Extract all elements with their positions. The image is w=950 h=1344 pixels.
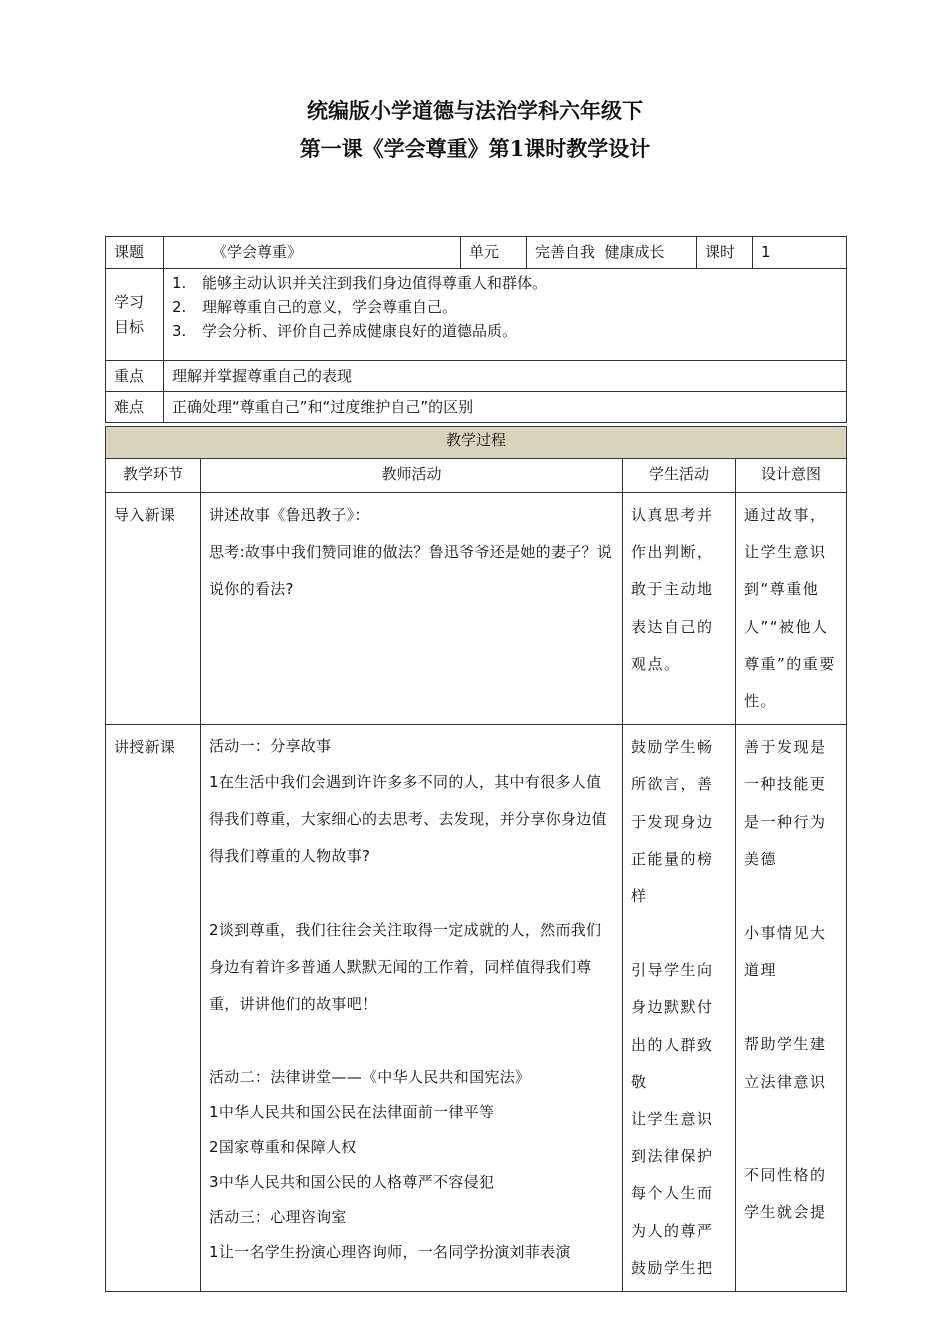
table-row (106, 725, 847, 1292)
table-row (106, 493, 847, 725)
col-header-teacher: 教师活动 (201, 459, 623, 493)
teaching-process-table (105, 426, 847, 1292)
teacher-activity-teaching: 活动一：分享故事 1在生活中我们会遇到许许多多不同的人，其中有很多人值得我们尊重，大家细心的去思考、去发现，并分享你身边值得我们尊重的人物故事? 2谈到尊重，我们往往会关注取得一定成就的人，然而我们身边有着许多普通人默默无闻的工作着，同样值得我们尊重，讲讲他们的故事吧！ 活动二：法律讲堂——《中华人民共和国宪法》 1中华人民共和国公民在法律面前一律平等 2国家尊重和保障人权 3中华人民共和国公民的人格尊严不容侵犯 活动三：心理咨询室 1让一名学生扮演心理咨询师，一名同学扮演刘菲表演 (201, 725, 623, 1292)
col-header-student: 学生活动 (623, 459, 736, 493)
student-activity-intro: 认真思考并作出判断，敢于主动地表达自己的观点。 (623, 493, 736, 725)
goals-list (164, 269, 847, 361)
goals-label-line1: 学习 (114, 292, 145, 311)
topic-label: 课题 (106, 237, 164, 269)
topic-value: 《学会尊重》 (164, 237, 461, 269)
difficulty-value: 正确处理“尊重自己”和“过度维护自己”的区别 (164, 392, 847, 423)
goal-item: 1. 能够主动认识并关注到我们身边值得尊重人和群体。 (172, 274, 548, 292)
goal-item: 2. 理解尊重自己的意义，学会尊重自己。 (172, 298, 458, 316)
design-intent-intro: 通过故事，让学生意识到“尊重他人”“被他人尊重”的重要性。 (736, 493, 847, 725)
unit-value: 完善自我 健康成长 (527, 237, 697, 269)
goal-item: 3. 学会分析、评价自己养成健康良好的道德品质。 (172, 322, 518, 340)
design-intent-teaching: 善于发现是一种技能更是一种行为美德 小事情见大道理 帮助学生建立法律意识 不同性格的学生就会提 (736, 725, 847, 1292)
stage-teaching: 讲授新课 (106, 725, 201, 1292)
lesson-info-table (105, 236, 847, 423)
difficulty-label: 难点 (106, 392, 164, 423)
period-label: 课时 (697, 237, 753, 269)
col-header-stage: 教学环节 (106, 459, 201, 493)
stage-intro: 导入新课 (106, 493, 201, 725)
unit-label: 单元 (461, 237, 527, 269)
process-header: 教学过程 (106, 427, 847, 459)
document-title-line2: 第一课《学会尊重》第1课时教学设计 (299, 136, 651, 161)
teacher-activity-intro: 讲述故事《鲁迅教子》： 思考:故事中我们赞同谁的做法？鲁迅爷爷还是她的妻子？说说你的看法? (201, 493, 623, 725)
key-point-label: 重点 (106, 361, 164, 392)
goals-label (106, 269, 164, 361)
period-value: 1 (753, 237, 847, 269)
student-activity-teaching: 鼓励学生畅所欲言，善于发现身边正能量的榜样 引导学生向身边默默付出的人群致敬 让学生意识到法律保护每个人生而为人的尊严 鼓励学生把 (623, 725, 736, 1292)
document-title-line1: 统编版小学道德与法治学科六年级下 (307, 98, 643, 123)
goals-label-line2: 目标 (114, 317, 145, 336)
key-point-value: 理解并掌握尊重自己的表现 (164, 361, 847, 392)
col-header-intent: 设计意图 (736, 459, 847, 493)
